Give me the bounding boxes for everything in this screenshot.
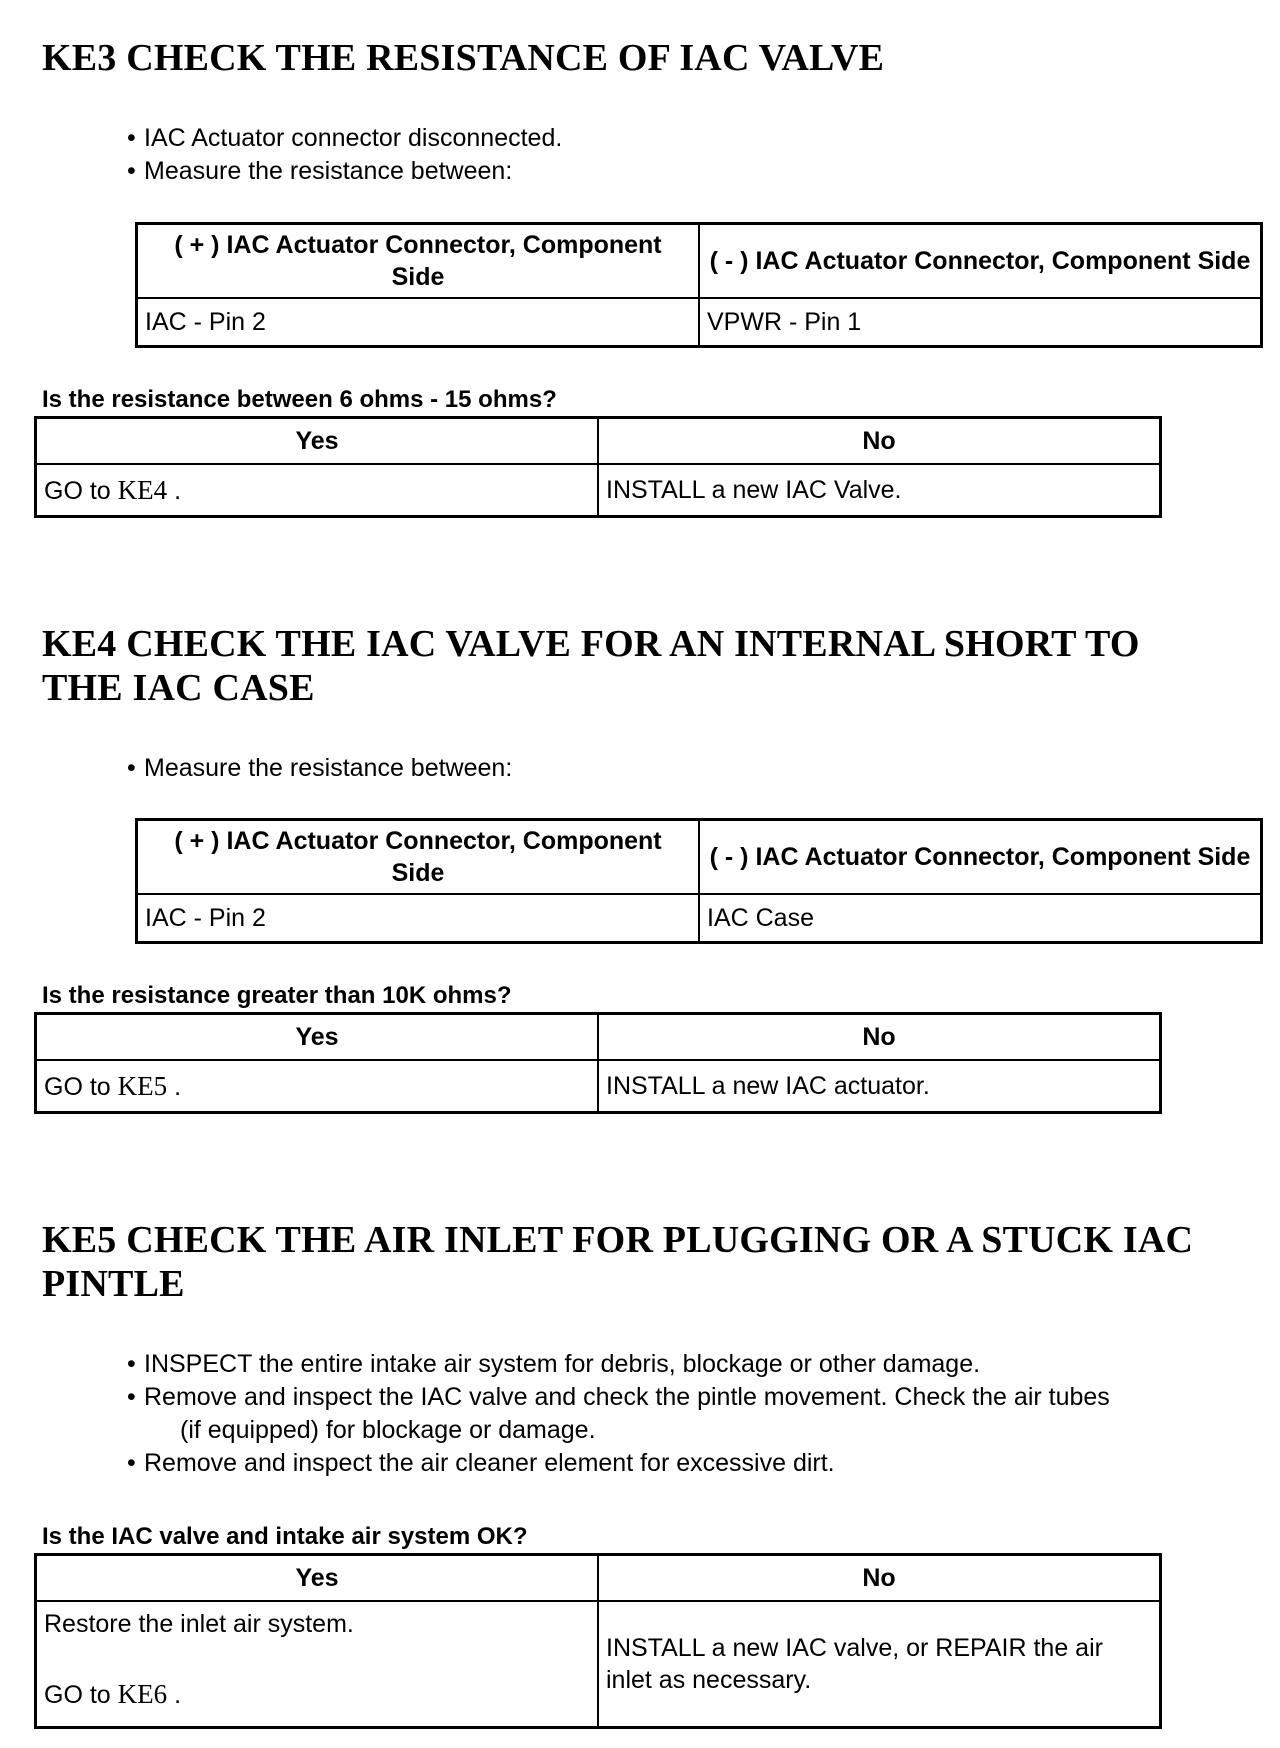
ke3-yes-prefix: GO to <box>44 476 111 505</box>
ke4-positive-header: ( + ) IAC Actuator Connector, Component Side <box>137 820 700 895</box>
ke3-no-cell: INSTALL a new IAC Valve. <box>598 464 1161 517</box>
ke5-yes-prefix: GO to <box>44 1681 111 1709</box>
ke5-goto-ke6-link[interactable]: KE6 <box>117 1679 168 1709</box>
ke3-negative-pin: VPWR - Pin 1 <box>699 298 1262 347</box>
ke4-no-cell: INSTALL a new IAC actuator. <box>598 1060 1161 1113</box>
ke3-answer-table <box>34 416 1162 518</box>
ke4-title <box>42 622 1140 710</box>
ke5-yes-cell <box>36 1601 599 1728</box>
ke4-answer-table <box>34 1012 1162 1114</box>
ke4-negative-pin: IAC Case <box>699 894 1262 943</box>
ke3-bullet-1: • IAC Actuator connector disconnected. <box>127 122 562 155</box>
ke4-connector-table <box>135 818 1263 944</box>
ke5-yes-line-2 <box>44 1678 590 1711</box>
ke5-no-cell: INSTALL a new IAC valve, or REPAIR the air inlet as necessary. <box>598 1601 1161 1728</box>
ke5-question: Is the IAC valve and intake air system OK? <box>42 1523 528 1550</box>
ke5-bullet-2 <box>127 1381 1110 1447</box>
ke5-yes-suffix: . <box>174 1681 182 1709</box>
ke5-yes-line-1: Restore the inlet air system. <box>44 1610 354 1638</box>
ke4-yes-header: Yes <box>36 1014 599 1061</box>
ke4-yes-prefix: GO to <box>44 1072 111 1101</box>
ke5-bullet-list <box>127 1348 1110 1480</box>
ke3-yes-suffix: . <box>174 476 182 505</box>
ke3-no-header: No <box>598 418 1161 465</box>
ke5-yes-header: Yes <box>36 1555 599 1602</box>
ke4-yes-suffix: . <box>174 1072 182 1101</box>
ke4-goto-ke5-link[interactable]: KE5 <box>117 1070 168 1101</box>
ke3-bullet-list <box>127 122 562 188</box>
ke3-goto-ke4-link[interactable]: KE4 <box>117 474 168 505</box>
ke5-no-header: No <box>598 1555 1161 1602</box>
ke3-connector-table <box>135 222 1263 348</box>
ke5-bullet-1: • INSPECT the entire intake air system for debris, blockage or other damage. <box>127 1348 1110 1381</box>
ke3-bullet-2: • Measure the resistance between: <box>127 155 562 188</box>
ke5-answer-table <box>34 1553 1162 1729</box>
ke4-yes-cell <box>36 1060 599 1113</box>
ke5-title-line-2: PINTLE <box>42 1263 185 1305</box>
ke5-bullet-3: • Remove and inspect the air cleaner element for excessive dirt. <box>127 1447 1110 1480</box>
ke4-bullet-1: • Measure the resistance between: <box>127 752 512 785</box>
ke3-yes-cell <box>36 464 599 517</box>
ke4-title-line-1: KE4 CHECK THE IAC VALVE FOR AN INTERNAL SHORT TO <box>42 623 1140 665</box>
ke4-question: Is the resistance greater than 10K ohms? <box>42 982 512 1009</box>
ke3-negative-header: ( - ) IAC Actuator Connector, Component Side <box>699 224 1262 299</box>
ke3-yes-header: Yes <box>36 418 599 465</box>
ke5-bullet-2-text: Remove and inspect the IAC valve and check the pintle movement. Check the air tubes <box>144 1383 1110 1411</box>
ke3-positive-header: ( + ) IAC Actuator Connector, Component Side <box>137 224 700 299</box>
ke4-negative-header: ( - ) IAC Actuator Connector, Component Side <box>699 820 1262 895</box>
ke5-title <box>42 1218 1193 1306</box>
ke4-no-header: No <box>598 1014 1161 1061</box>
ke4-bullet-list <box>127 752 512 785</box>
ke3-positive-pin: IAC - Pin 2 <box>137 298 700 347</box>
ke5-title-line-1: KE5 CHECK THE AIR INLET FOR PLUGGING OR A STUCK IAC <box>42 1219 1194 1261</box>
ke3-title: KE3 CHECK THE RESISTANCE OF IAC VALVE <box>42 37 885 79</box>
ke4-positive-pin: IAC - Pin 2 <box>137 894 700 943</box>
ke3-question: Is the resistance between 6 ohms - 15 ohms? <box>42 386 557 413</box>
ke4-title-line-2: THE IAC CASE <box>42 667 315 709</box>
ke5-bullet-2-continuation: (if equipped) for blockage or damage. <box>180 1416 596 1444</box>
